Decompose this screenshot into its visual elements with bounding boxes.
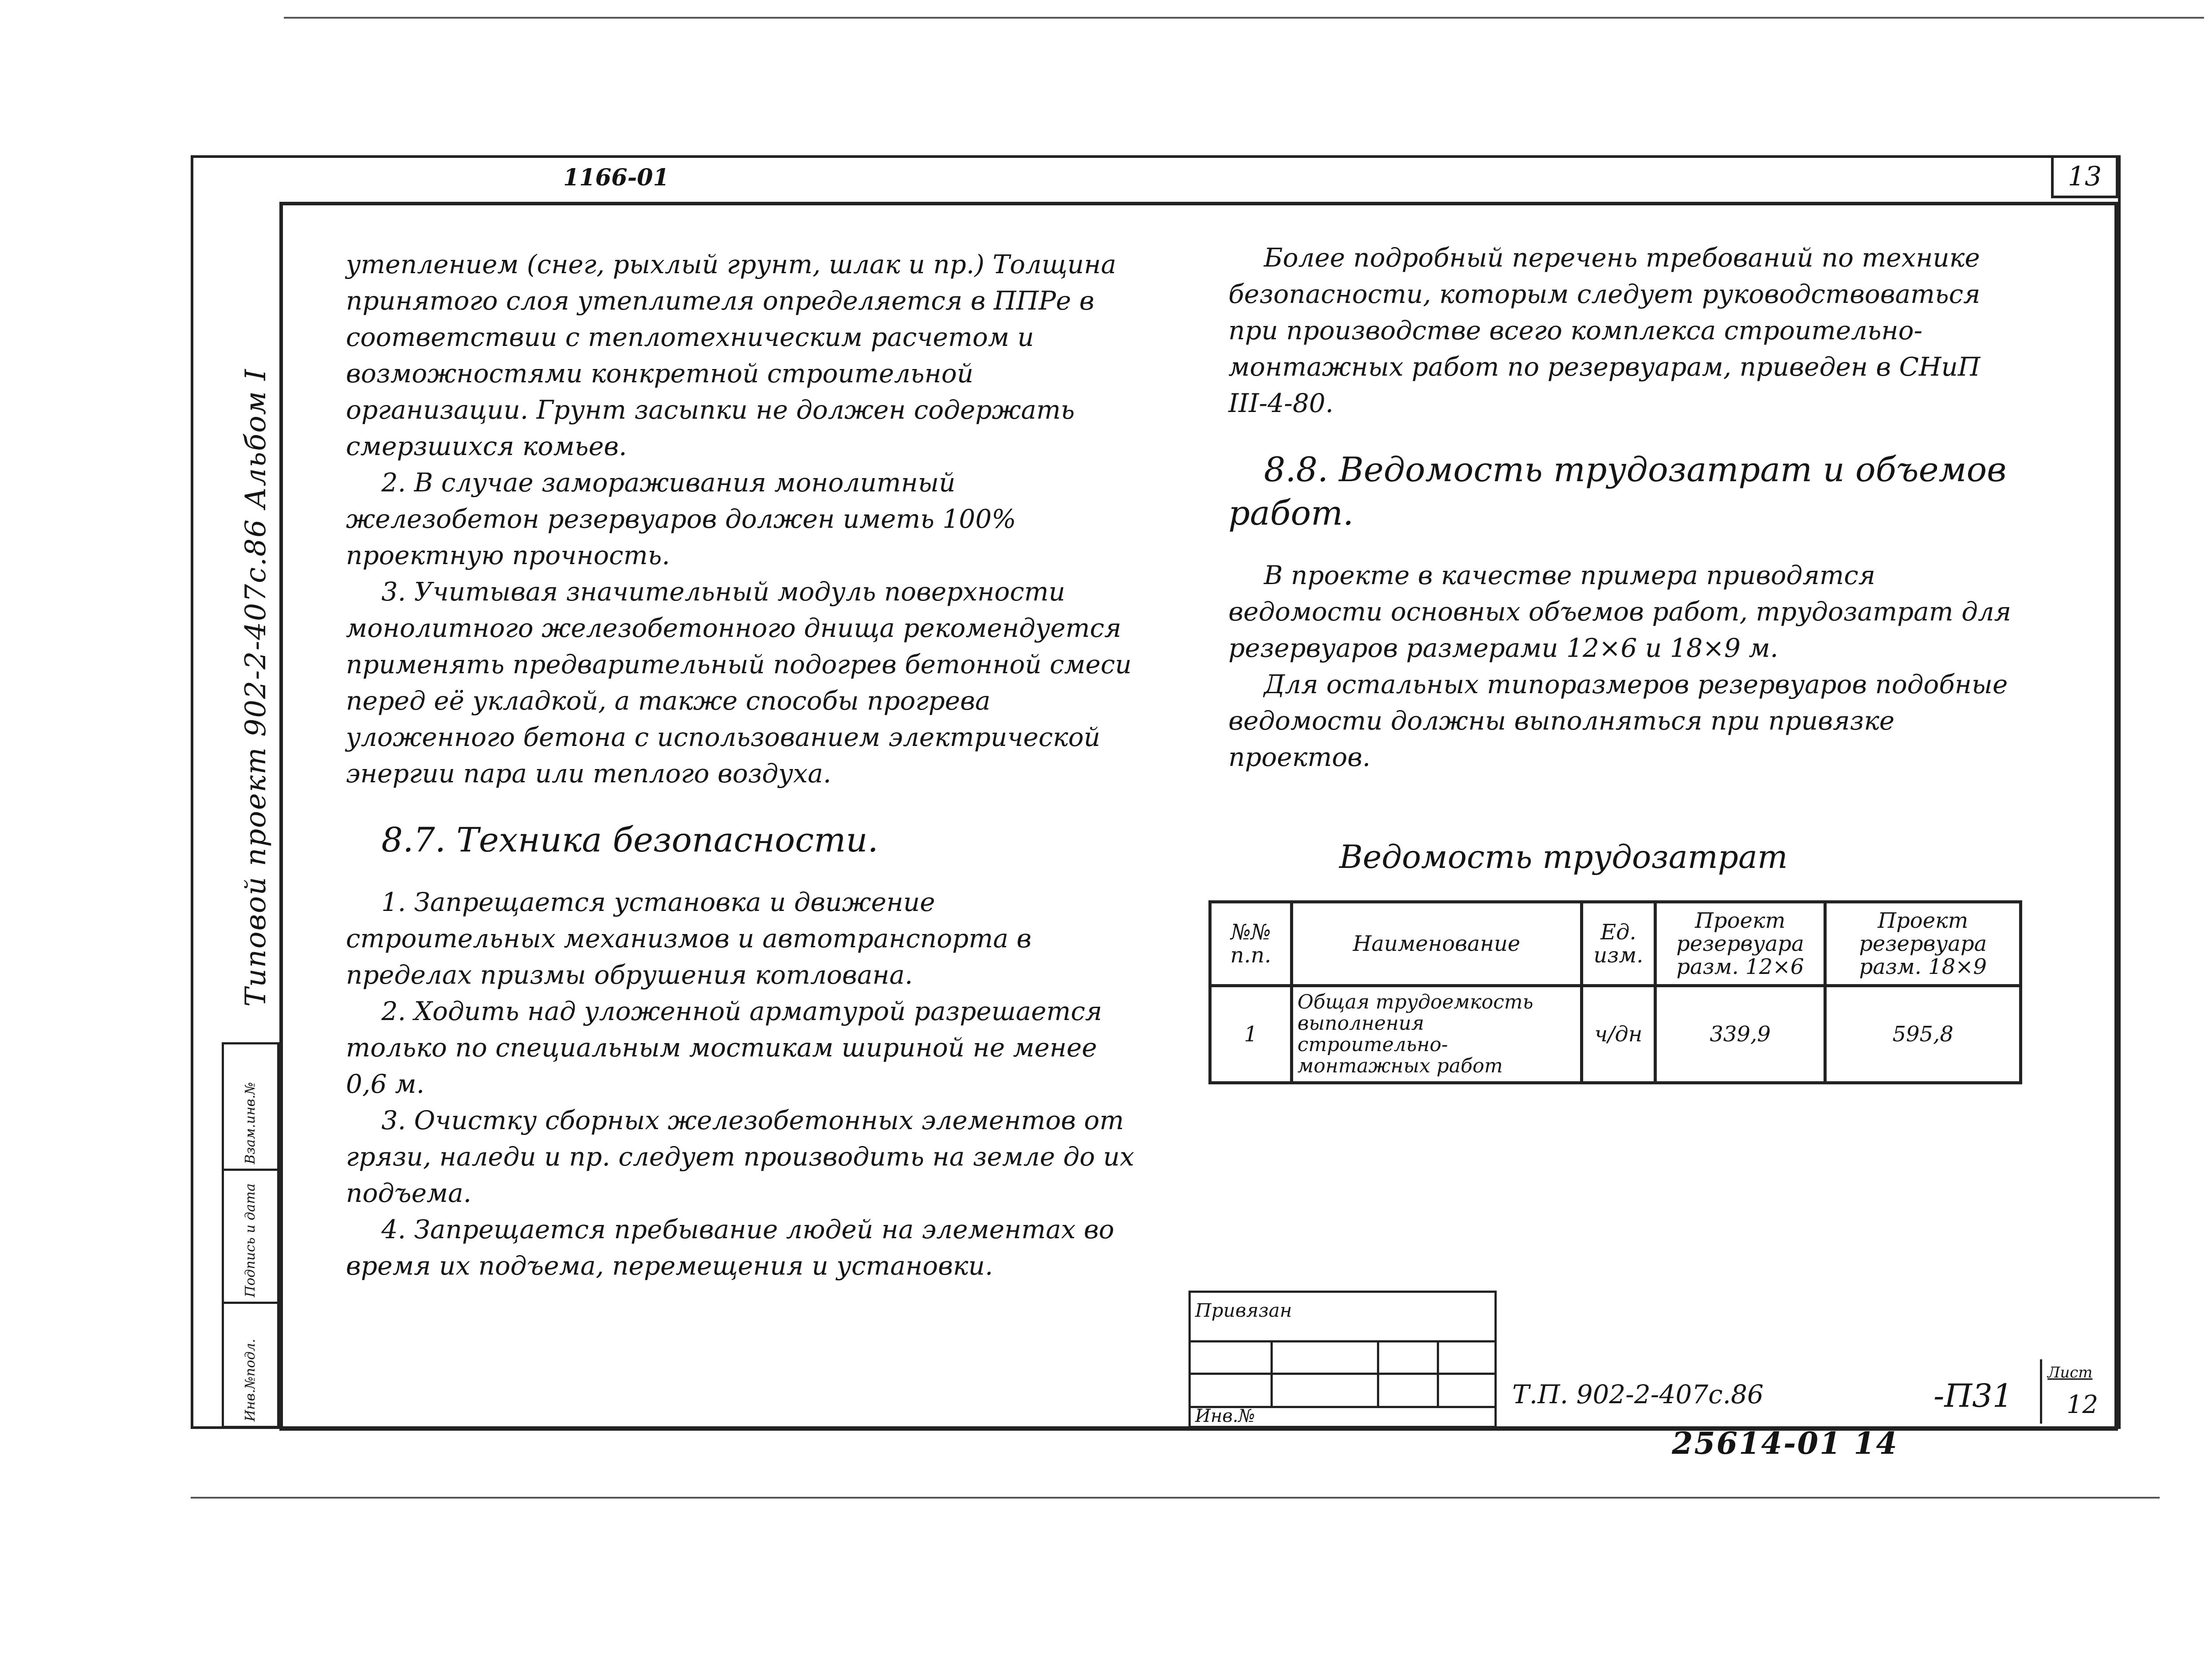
table-cell: 595,8 (1825, 986, 2021, 1083)
paragraph: Более подробный перечень требований по технике безопасности, которым следует руководствоваться при производстве всего комплекса строительно-монтажных работ по резервуарам, приведен в СНиП III-4-80. (1228, 243, 1981, 418)
top-code: 1166-01 (563, 164, 669, 191)
table-cell: 1 (1210, 986, 1292, 1083)
stamp-column (222, 1042, 279, 1428)
inv-label: Инв.№ (1195, 1406, 1255, 1426)
right-column (1228, 239, 2027, 775)
stamp-line (1191, 1340, 1494, 1342)
section-heading: 8.7. Техника безопасности. (381, 820, 879, 859)
paragraph: Для остальных типоразмеров резервуаров подобные ведомости должны выполняться при привязке проектов. (1228, 669, 2008, 772)
doc-code: Т.П. 902-2-407с.86 (1512, 1379, 1764, 1409)
scan-rule-top (284, 17, 2204, 19)
scan-rule-bottom (191, 1497, 2160, 1499)
paragraph: В проекте в качестве примера приводятся ведомости основных объемов работ, трудозатрат для резервуаров размерами 12×6 и 18×9 м. (1228, 560, 2012, 663)
column-header: Ед. изм. (1582, 902, 1655, 986)
stamp-divider (224, 1169, 277, 1171)
table-cell: ч/дн (1582, 986, 1655, 1083)
list-label: Лист (2047, 1364, 2093, 1381)
archive-number: 25614-01 14 (1672, 1426, 1898, 1461)
stamp-divider (224, 1302, 277, 1304)
table-cell: 339,9 (1655, 986, 1825, 1083)
column-header: №№ п.п. (1210, 902, 1292, 986)
spine (195, 208, 284, 1007)
stamp-label: Взам.инв.№ (243, 1082, 258, 1164)
left-column (346, 246, 1144, 1284)
list-item: 4. Запрещается пребывание людей на элементах во время их подъема, перемещения и установки. (346, 1214, 1114, 1281)
list-number: 12 (2067, 1390, 2098, 1419)
table-row (1210, 986, 2021, 1083)
stamp-line (1377, 1340, 1379, 1406)
labor-table (1208, 900, 2022, 1084)
section-heading: 8.8. Ведомость трудозатрат и объемов работ. (1228, 450, 2007, 533)
stamp-line (1191, 1373, 1494, 1375)
column-header: Наименование (1291, 902, 1581, 986)
paragraph: 3. Учитывая значительный модуль поверхности монолитного железобетонного днища рекомендуется применять предварительный подогрев бетонной смеси перед её укладкой, а также способы прогрева уложенного бетона с использованием электрической энергии пара или теплого воздуха. (346, 577, 1132, 789)
bound-label: Привязан (1195, 1299, 1292, 1321)
list-box (2040, 1359, 2113, 1424)
stamp-label: Подпись и дата (243, 1183, 258, 1297)
sheet-code: -П31 (1934, 1377, 2013, 1414)
paragraph: 2. В случае замораживания монолитный железобетон резервуаров должен иметь 100% проектную прочность. (346, 467, 1016, 570)
table-header-row (1210, 902, 2021, 986)
table-title: Ведомость трудозатрат (1339, 838, 1788, 875)
list-item: 2. Ходить над уложенной арматурой разрешается только по специальным мостикам шириной не менее 0,6 м. (346, 996, 1102, 1099)
stamp-label: Инв.№подл. (243, 1338, 258, 1421)
binding-stamp (1188, 1291, 1497, 1428)
list-item: 3. Очистку сборных железобетонных элементов от грязи, наледи и пр. следует производить на земле до их подъема. (346, 1105, 1134, 1208)
stamp-line (1271, 1340, 1273, 1406)
list-item: 1. Запрещается установка и движение строительных механизмов и автотранспорта в пределах призмы обрушения котлована. (346, 887, 1032, 990)
spine-title: Типовой проект 902-2-407с.86 Альбом I (239, 368, 272, 1007)
stamp-line (1437, 1340, 1439, 1406)
table-cell: Общая трудоемкость выполнения строительно-монтажных работ (1291, 986, 1581, 1083)
paragraph: утеплением (снег, рыхлый грунт, шлак и пр.) Толщина принятого слоя утеплителя определяется в ППРе в соответствии с теплотехническим расчетом и возможностями конкретной строительной организации. Грунт засыпки не должен содержать смерзшихся комьев. (346, 249, 1117, 461)
column-header: Проект резервуара разм. 18×9 (1825, 902, 2021, 986)
column-header: Проект резервуара разм. 12×6 (1655, 902, 1825, 986)
sheet-box: 13 (2051, 155, 2118, 198)
